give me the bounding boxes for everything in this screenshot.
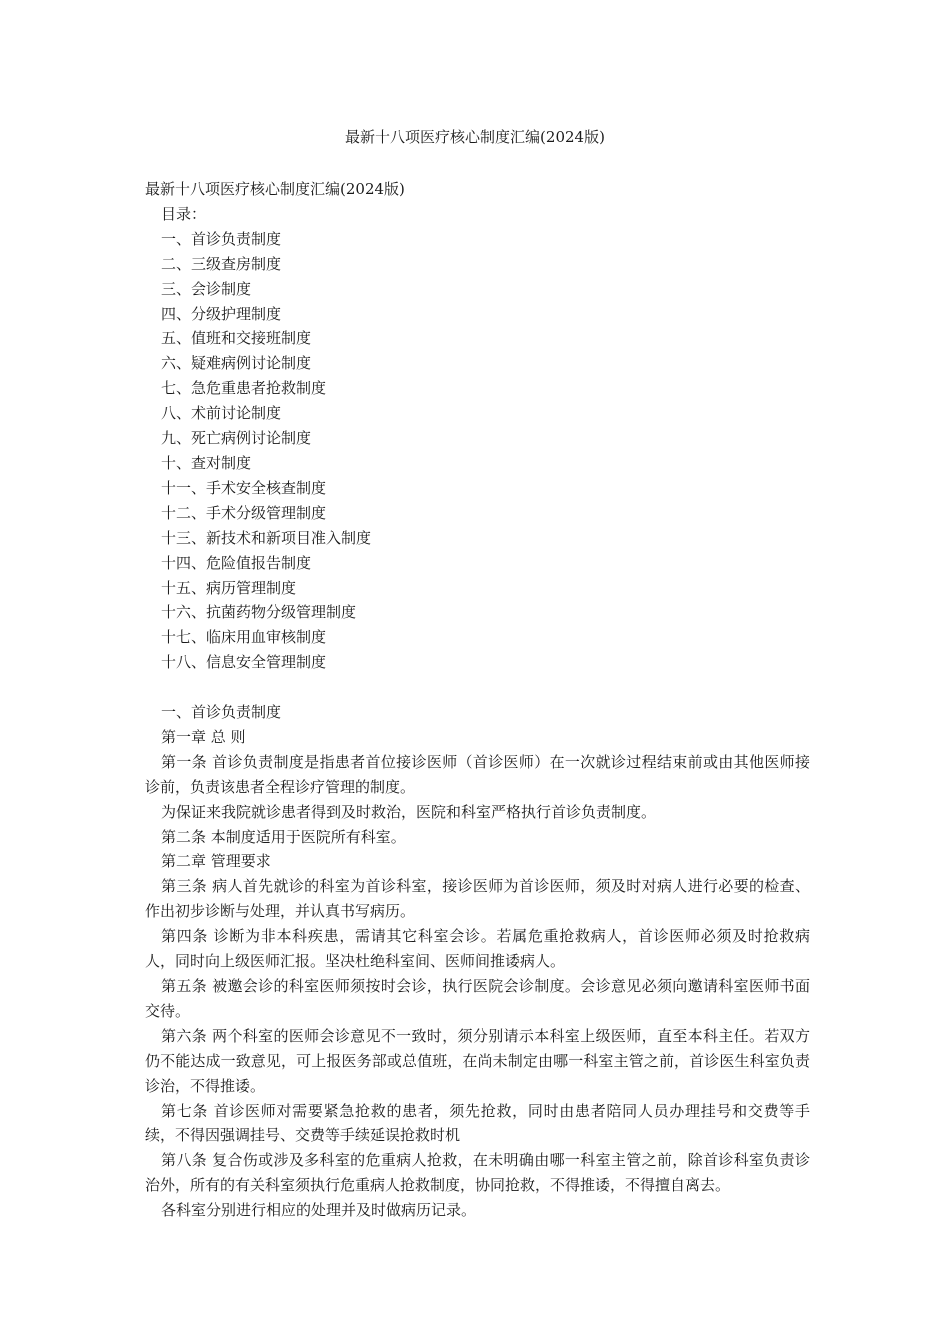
document-body bbox=[145, 177, 810, 1223]
toc-item: 十七、临床用血审核制度 bbox=[161, 628, 327, 647]
toc-item: 十六、抗菌药物分级管理制度 bbox=[161, 603, 357, 622]
toc-item: 五、值班和交接班制度 bbox=[161, 329, 312, 348]
spacer bbox=[145, 675, 810, 700]
table-of-contents bbox=[145, 227, 810, 675]
article-paragraph: 为保证来我院就诊患者得到及时救治，医院和科室严格执行首诊负责制度。 bbox=[161, 802, 657, 821]
chapter-heading: 第一章 总 则 bbox=[161, 727, 246, 746]
article-paragraph: 各科室分别进行相应的处理并及时做病历记录。 bbox=[161, 1201, 477, 1220]
document-title: 最新十八项医疗核心制度汇编(2024版) bbox=[145, 180, 405, 198]
toc-item: 八、术前讨论制度 bbox=[161, 404, 282, 423]
toc-item: 十八、信息安全管理制度 bbox=[161, 653, 327, 672]
toc-item: 十一、手术安全核查制度 bbox=[161, 478, 327, 497]
article-paragraph: 第七条 首诊医师对需要紧急抢救的患者，须先抢救，同时由患者陪同人员办理挂号和交费等手续，不得因强调挂号、交费等手续延误抢救时机 bbox=[145, 1101, 810, 1145]
toc-item: 十五、病历管理制度 bbox=[161, 578, 297, 597]
toc-item: 一、首诊负责制度 bbox=[161, 229, 282, 248]
article-paragraph: 第五条 被邀会诊的科室医师须按时会诊，执行医院会诊制度。会诊意见必须向邀请科室医师书面交待。 bbox=[145, 976, 810, 1020]
toc-item: 七、急危重患者抢救制度 bbox=[161, 379, 327, 398]
page-header-title: 最新十八项医疗核心制度汇编(2024版) bbox=[345, 128, 605, 146]
article-paragraph: 第八条 复合伤或涉及多科室的危重病人抢救，在未明确由哪一科室主管之前，除首诊科室负责诊治外，所有的有关科室须执行危重病人抢救制度，协同抢救，不得推诿，不得擅自离去。 bbox=[145, 1151, 810, 1195]
toc-item: 十二、手术分级管理制度 bbox=[161, 503, 327, 522]
toc-item: 九、死亡病例讨论制度 bbox=[161, 429, 312, 448]
toc-item: 十、查对制度 bbox=[161, 453, 252, 472]
article-paragraph: 第四条 诊断为非本科疾患，需请其它科室会诊。若属危重抢救病人，首诊医师必须及时抢救病人，同时向上级医师汇报。坚决杜绝科室间、医师间推诿病人。 bbox=[145, 927, 810, 971]
article-paragraph: 第三条 病人首先就诊的科室为首诊科室，接诊医师为首诊医师，须及时对病人进行必要的检查、作出初步诊断与处理，并认真书写病历。 bbox=[145, 877, 810, 921]
toc-item: 三、会诊制度 bbox=[161, 279, 252, 298]
section-heading: 一、首诊负责制度 bbox=[161, 703, 282, 722]
article-paragraph: 第一条 首诊负责制度是指患者首位接诊医师（首诊医师）在一次就诊过程结束前或由其他医师接诊前，负责该患者全程诊疗管理的制度。 bbox=[145, 752, 810, 796]
toc-item: 六、疑难病例讨论制度 bbox=[161, 354, 312, 373]
article-paragraph: 第二条 本制度适用于医院所有科室。 bbox=[161, 827, 406, 846]
toc-item: 十四、危险值报告制度 bbox=[161, 553, 312, 572]
chapter-heading: 第二章 管理要求 bbox=[161, 852, 271, 871]
toc-label: 目录： bbox=[161, 204, 207, 223]
toc-item: 四、分级护理制度 bbox=[161, 304, 282, 323]
toc-item: 二、三级查房制度 bbox=[161, 254, 282, 273]
article-paragraph: 第六条 两个科室的医师会诊意见不一致时，须分别请示本科室上级医师，直至本科主任。若双方仍不能达成一致意见，可上报医务部或总值班，在尚未制定由哪一科室主管之前，首诊医生科室负责诊治，不得推诿。 bbox=[145, 1026, 810, 1095]
toc-item: 十三、新技术和新项目准入制度 bbox=[161, 528, 372, 547]
